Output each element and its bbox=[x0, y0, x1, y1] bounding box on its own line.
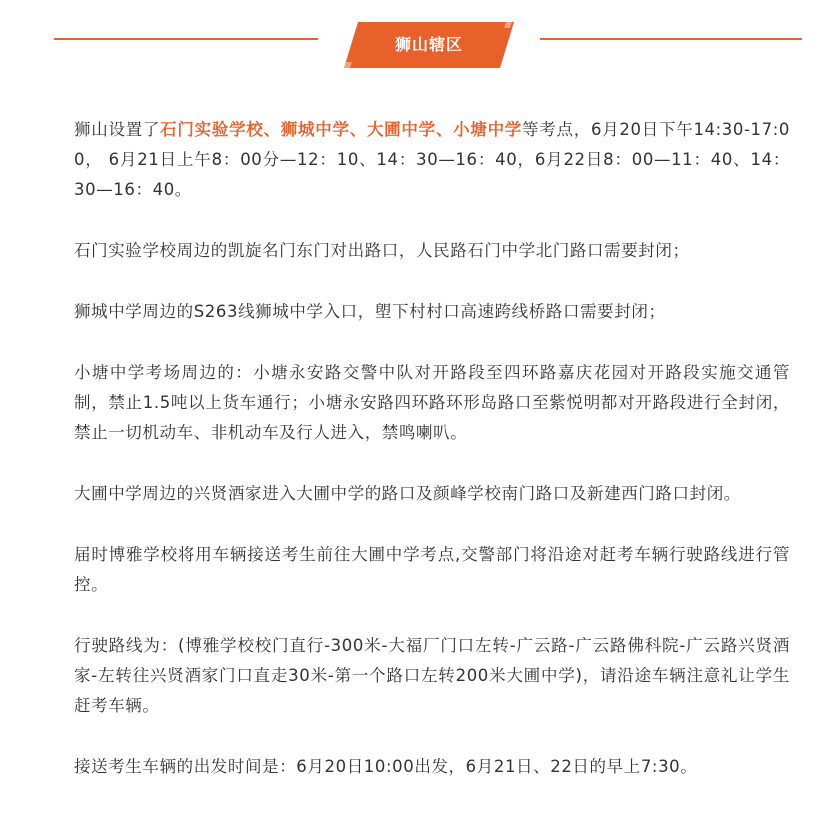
paragraph-exam-sites bbox=[74, 115, 790, 205]
paragraph-shicheng-closure: 狮城中学周边的S263线狮城中学入口，塱下村村口高速跨线桥路口需要封闭； bbox=[74, 302, 666, 321]
highlighted-school-list: 石门实验学校、狮城中学、大圃中学、小塘中学 bbox=[160, 120, 523, 139]
paragraph-route: 行驶路线为：(博雅学校校门直行-300米-大福厂门口左转-广云路-广云路佛科院-广云路兴贤酒家-左转往兴贤酒家门口直走30米-第一个路口左转200米大圃中学)，请沿途车辆注意礼让学生赶考车辆。 bbox=[74, 636, 790, 715]
paragraph-exam-sites-suffix: 等考点，6月20日下午14:30-17:00， 6月21日上午8：00分—12：10、14：30—16：40，6月22日8：00—11：40、14：30—16：40。 bbox=[74, 120, 791, 199]
article-body bbox=[74, 115, 790, 813]
section-header bbox=[0, 22, 830, 68]
section-title-badge bbox=[344, 22, 514, 68]
header-divider-left bbox=[54, 38, 318, 40]
paragraph-shimen-closure: 石门实验学校周边的凯旋名门东门对出路口，人民路石门中学北门路口需要封闭； bbox=[74, 241, 690, 260]
paragraph-departure-times: 接送考生车辆的出发时间是：6月20日10:00出发，6月21日、22日的早上7:30。 bbox=[74, 757, 698, 776]
paragraph-boya-shuttle: 届时博雅学校将用车辆接送考生前往大圃中学考点,交警部门将沿途对赶考车辆行驶路线进行管控。 bbox=[74, 545, 790, 594]
header-divider-right bbox=[540, 38, 802, 40]
paragraph-xiaotang-control: 小塘中学考场周边的：小塘永安路交警中队对开路段至四环路嘉庆花园对开路段实施交通管制，禁止1.5吨以上货车通行；小塘永安路四环路环形岛路口至紫悦明都对开路段进行全封闭，禁止一切机动车、非机动车及行人进入，禁鸣喇叭。 bbox=[74, 363, 790, 442]
paragraph-exam-sites-prefix: 狮山设置了 bbox=[74, 120, 161, 139]
paragraph-dapu-closure: 大圃中学周边的兴贤酒家进入大圃中学的路口及颜峰学校南门路口及新建西门路口封闭。 bbox=[74, 484, 741, 503]
section-title: 狮山辖区 bbox=[394, 35, 463, 54]
